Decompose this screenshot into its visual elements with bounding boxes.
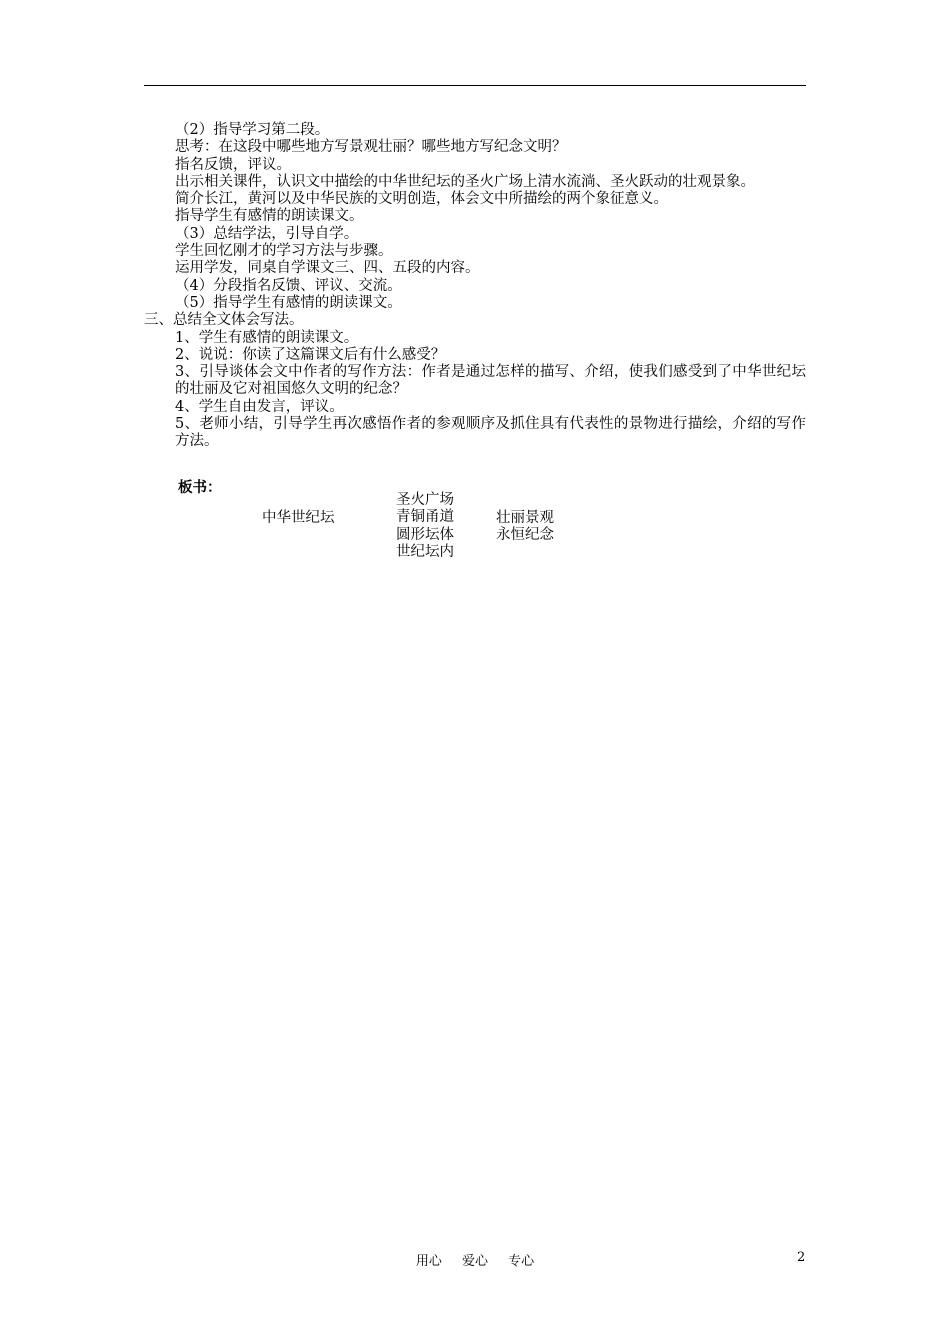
body-line: 2、说说：你读了这篇课文后有什么感受？ <box>175 346 446 363</box>
board-title: 板书： <box>178 479 222 496</box>
board-item: 圆形坛体 <box>396 526 454 543</box>
footer-word: 用心 <box>415 1254 442 1269</box>
board-item: 圣火广场 <box>396 492 454 508</box>
body-line: 出示相关课件，认识文中描绘的中华世纪坛的圣火广场上清水流淌、圣火跃动的壮观景象。 <box>175 173 755 190</box>
footer-motto <box>0 1250 950 1269</box>
header-rule <box>144 85 806 86</box>
section-heading: 三、总结全文体会写法。 <box>144 312 304 329</box>
body-line: （5）指导学生有感情的朗读课文。 <box>175 294 402 311</box>
body-line: 运用学发，同桌自学课文三、四、五段的内容。 <box>175 260 480 277</box>
body-line: （4）分段指名反馈、评议、交流。 <box>175 277 402 294</box>
body-line: （2）指导学习第二段。 <box>175 122 330 138</box>
footer-word: 专心 <box>508 1254 535 1269</box>
board-items <box>396 492 454 561</box>
page-number: 2 <box>797 1250 806 1265</box>
body-line: 指导学生有感情的朗读课文。 <box>175 208 364 225</box>
board-theme: 壮丽景观 <box>496 510 554 526</box>
body-line: （3）总结学法，引导自学。 <box>175 225 359 242</box>
body-line: 5、老师小结，引导学生再次感悟作者的参观顺序及抓住具有代表性的景物进行描绘，介绍的写作方法。 <box>175 416 806 450</box>
footer-word: 爱心 <box>461 1254 488 1269</box>
lesson-body <box>144 122 806 451</box>
board-item: 世纪坛内 <box>396 543 454 560</box>
board-center <box>262 510 335 527</box>
board-center-label: 中华世纪坛 <box>262 510 335 526</box>
body-line: 学生回忆刚才的学习方法与步骤。 <box>175 243 393 260</box>
body-line: 思考：在这段中哪些地方写景观壮丽？哪些地方写纪念文明？ <box>175 139 567 156</box>
body-line: 3、引导谈体会文中作者的写作方法：作者是通过怎样的描写、介绍，使我们感受到了中华世纪坛的壮丽及它对祖国悠久文明的纪念？ <box>175 364 806 398</box>
body-line: 4、学生自由发言，评议。 <box>175 398 344 415</box>
board-theme: 永恒纪念 <box>496 527 554 544</box>
body-line: 简介长江，黄河以及中华民族的文明创造，体会文中所描绘的两个象征意义。 <box>175 191 668 208</box>
body-line: 1、学生有感情的朗读课文。 <box>175 329 359 346</box>
board-themes <box>496 510 554 545</box>
board-item: 青铜甬道 <box>396 509 454 526</box>
body-line: 指名反馈，评议。 <box>175 156 291 173</box>
